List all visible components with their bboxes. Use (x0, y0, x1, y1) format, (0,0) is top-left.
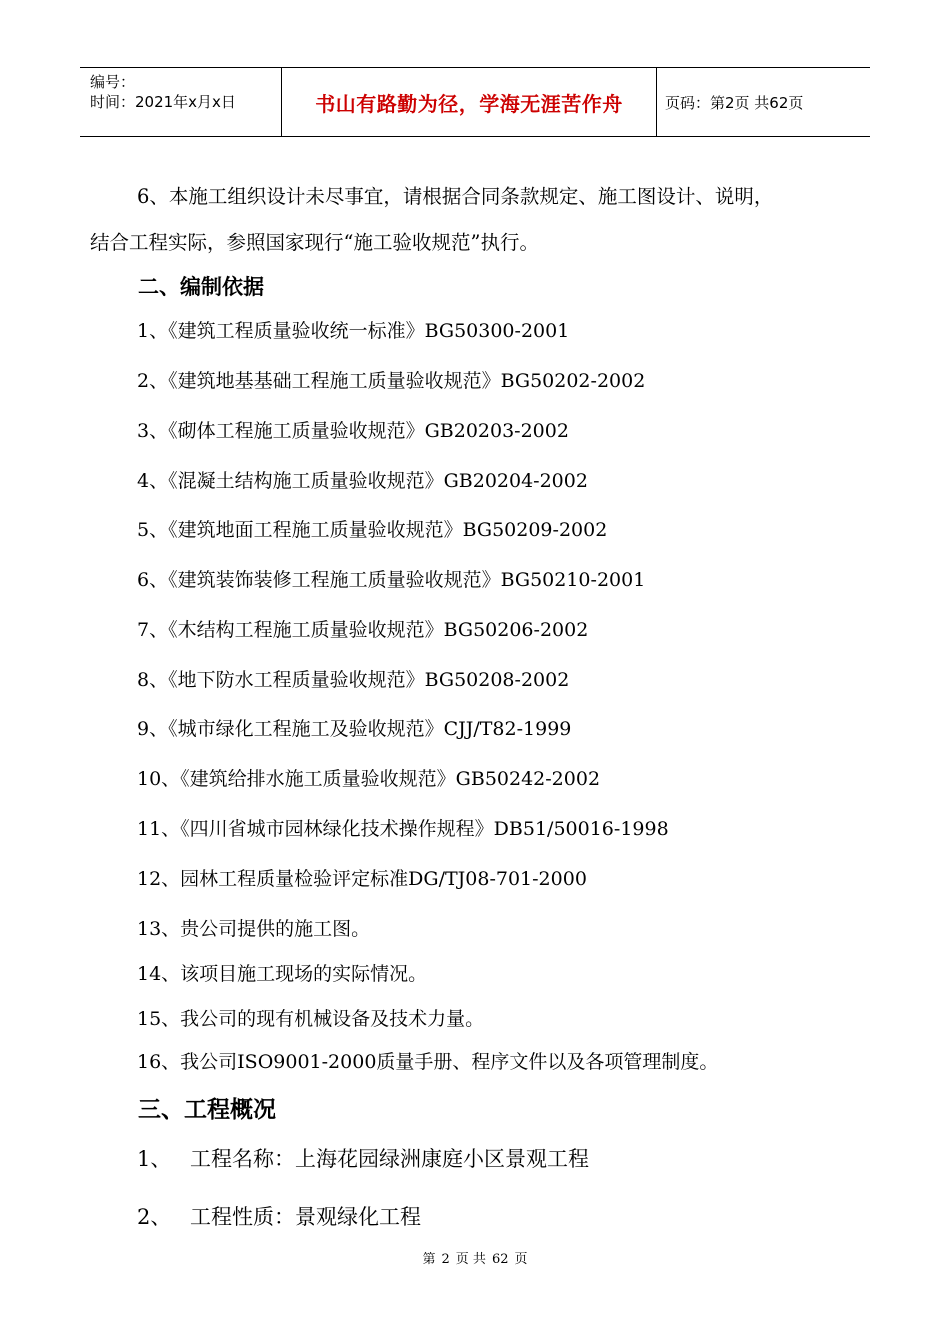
reference-item: 3、《砌体工程施工质量验收规范》GB20203-2002 (137, 420, 569, 442)
footer-total-pages: 62 (491, 1252, 509, 1267)
footer-page-number: 2 (441, 1252, 450, 1267)
reference-item: 13、贵公司提供的施工图。 (137, 918, 371, 940)
reference-item: 10、《建筑给排水施工质量验收规范》GB50242-2002 (137, 768, 601, 790)
section-3-title: 三、工程概况 (138, 1097, 276, 1123)
footer-prefix: 第 (422, 1252, 436, 1267)
reference-item: 11、《四川省城市园林绿化技术操作规程》DB51/50016-1998 (137, 818, 669, 840)
overview-item-text: 工程性质：景观绿化工程 (190, 1205, 421, 1229)
reference-item: 8、《地下防水工程质量验收规范》BG50208-2002 (137, 669, 570, 691)
reference-item: 7、《木结构工程施工质量验收规范》BG50206-2002 (137, 619, 589, 641)
header-motto-cell (282, 68, 657, 136)
page-footer (0, 1248, 950, 1267)
header-motto: 书山有路勤为径，学海无涯苦作舟 (315, 91, 623, 116)
overview-item-text: 工程名称：上海花园绿洲康庭小区景观工程 (190, 1147, 589, 1171)
reference-item: 15、我公司的现有机械设备及技术力量。 (137, 1008, 485, 1030)
header-page-info: 页码：第2页 共62页 (665, 93, 804, 112)
reference-item: 4、《混凝土结构施工质量验收规范》GB20204-2002 (137, 470, 588, 492)
intro-paragraph-line-1: 6、本施工组织设计未尽事宜，请根据合同条款规定、施工图设计、说明， (137, 185, 774, 208)
reference-item: 14、该项目施工现场的实际情况。 (137, 963, 428, 985)
overview-item-number: 1、 (137, 1147, 172, 1171)
reference-item: 2、《建筑地基基础工程施工质量验收规范》BG50202-2002 (137, 370, 646, 392)
reference-item: 16、我公司ISO9001-2000质量手册、程序文件以及各项管理制度。 (137, 1051, 719, 1073)
overview-item-number: 2、 (137, 1205, 172, 1229)
reference-item: 1、《建筑工程质量验收统一标准》BG50300-2001 (137, 320, 570, 342)
intro-paragraph-line-2: 结合工程实际，参照国家现行“施工验收规范”执行。 (90, 231, 539, 254)
reference-item: 6、《建筑装饰装修工程施工质量验收规范》BG50210-2001 (137, 569, 646, 591)
section-2-title: 二、编制依据 (138, 275, 264, 299)
document-time-label: 时间：2021年x月x日 (90, 93, 236, 111)
document-number-label: 编号： (90, 73, 136, 91)
reference-item: 5、《建筑地面工程施工质量验收规范》BG50209-2002 (137, 519, 608, 541)
header-page-cell (657, 68, 870, 136)
reference-item: 12、园林工程质量检验评定标准DG/TJ08-701-2000 (137, 868, 587, 890)
footer-mid: 页 共 (455, 1252, 486, 1267)
reference-item: 9、《城市绿化工程施工及验收规范》CJJ/T82-1999 (137, 718, 572, 740)
header-table (80, 67, 870, 137)
header-left-cell (80, 68, 282, 136)
footer-suffix: 页 (514, 1252, 528, 1267)
